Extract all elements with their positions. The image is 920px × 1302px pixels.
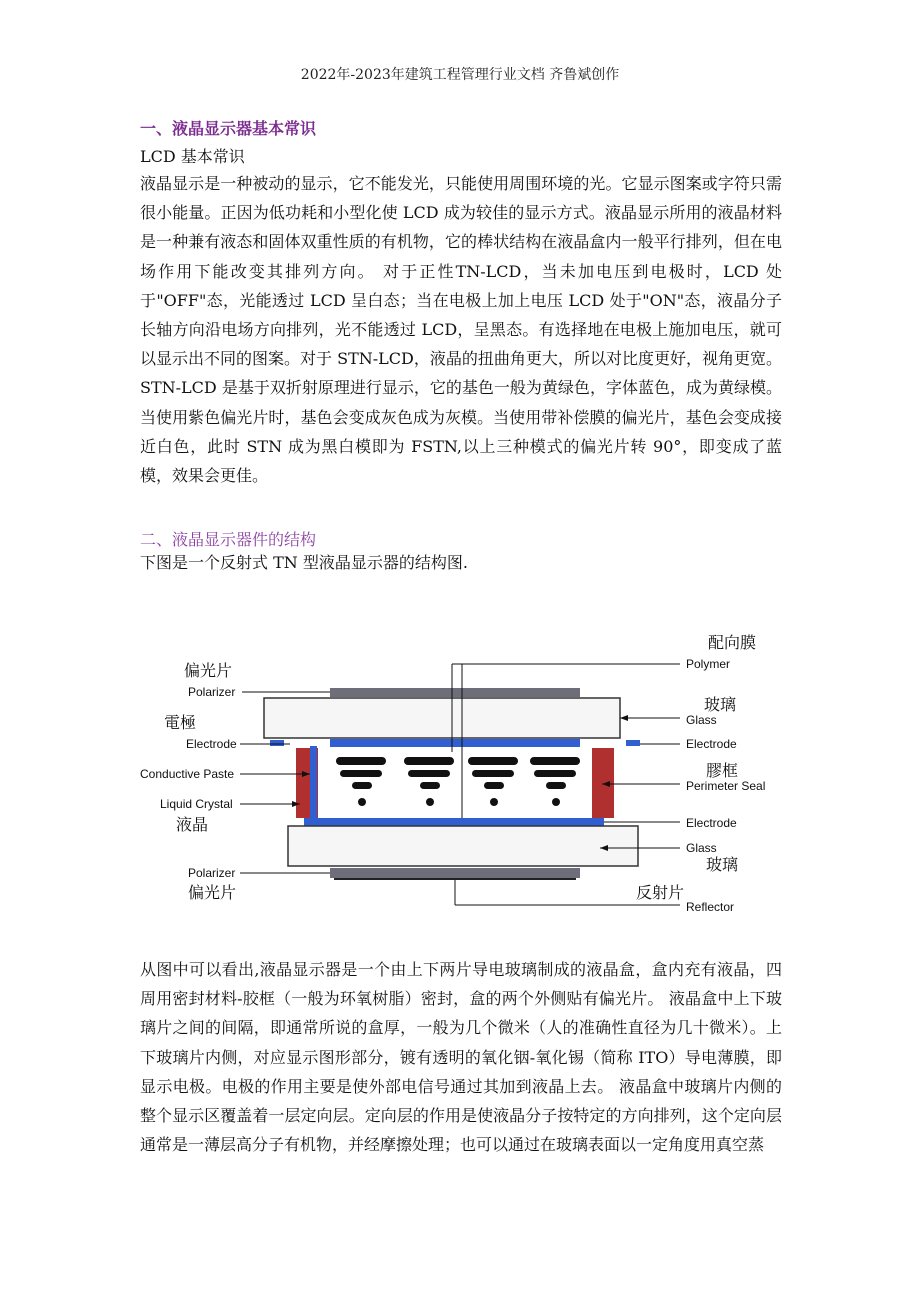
label-seal-cn: 膠框 bbox=[706, 763, 739, 780]
section2-paragraph: 从图中可以看出,液晶显示器是一个由上下两片导电玻璃制成的液晶盒，盒内充有液晶，四周用密封材料-胶框（一般为环氧树脂）密封，盒的两个外侧贴有偏光片。 液晶盒中上下玻璃片之间的间隔，即通常所说的盒厚，一般为几个微米（人的准确性直径为几十微米）。上下玻璃片内侧，对应显示图形部分，镀有透明的氧化铟-氧化锡（简称 ITO）导电薄膜，即显示电极。电极的作用主要是使外部电信号通过其加到液晶上去。 液晶盒中玻璃片内侧的整个显示区覆盖着一层定向层。定向层的作用是使液晶分子按特定的方向排列，这个定向层通常是一薄层高分子有机物，并经摩擦处理；也可以通过在玻璃表面以一定角度用真空蒸 bbox=[140, 960, 782, 1155]
section1-subtitle: LCD 基本常识 bbox=[140, 147, 245, 166]
label-polarizer-top-cn: 偏光片 bbox=[184, 663, 233, 680]
label-polarizer-bottom-cn: 偏光片 bbox=[188, 885, 237, 902]
top-polarizer bbox=[330, 688, 580, 697]
conductive-paste bbox=[310, 746, 317, 820]
bottom-glass bbox=[288, 826, 638, 866]
page-header: 2022年-2023年建筑工程管理行业文档 齐鲁斌创作 bbox=[300, 67, 620, 83]
bottom-electrode bbox=[304, 818, 604, 826]
label-liquid-crystal-cn: 液晶 bbox=[176, 817, 209, 834]
right-seal bbox=[592, 748, 614, 818]
label-reflector: Reflector bbox=[686, 900, 735, 914]
label-glass-bottom-cn: 玻璃 bbox=[706, 857, 739, 874]
label-polymer: Polymer bbox=[686, 657, 731, 671]
label-conductive-paste: Conductive Paste bbox=[140, 767, 235, 781]
label-electrode-right-top: Electrode bbox=[686, 737, 737, 751]
label-reflector-cn: 反射片 bbox=[636, 885, 685, 902]
lcd-structure-diagram bbox=[140, 620, 780, 920]
label-polarizer-bottom: Polarizer bbox=[188, 866, 236, 880]
section1-title: 一、液晶显示器基本常识 bbox=[140, 119, 317, 138]
label-polarizer-top: Polarizer bbox=[188, 685, 236, 699]
top-glass bbox=[264, 698, 620, 738]
top-electrode bbox=[330, 739, 580, 747]
label-electrode-left-cn: 電極 bbox=[164, 715, 197, 732]
section1-paragraph: 液晶显示是一种被动的显示，它不能发光，只能使用周围环境的光。它显示图案或字符只需很小能量。正因为低功耗和小型化使 LCD 成为较佳的显示方式。液晶显示所用的液晶材料是一种兼有液态和固体双重性质的有机物，它的棒状结构在液晶盒内一般平行排列，但在电场作用下能改变其排列方向。 对于正性TN-LCD，当未加电压到电极时，LCD 处于"OFF"态，光能透过 LCD 呈白态；当在电极上加上电压 LCD 处于"ON"态，液晶分子长轴方向沿电场方向排列，光不能透过 LCD，呈黑态。有选择地在电极上施加电压，就可以显示出不同的图案。对于 STN-LCD，液晶的扭曲角更大，所以对比度更好，视角更宽。STN-LCD 是基于双折射原理进行显示，它的基色一般为黄绿色，字体蓝色，成为黄绿模。当使用紫色偏光片时，基色会变成灰色成为灰模。当使用带补偿膜的偏光片，基色会变成接近白色，此时 STN 成为黑白模即为 FSTN,以上三种模式的偏光片转 90°，即变成了蓝模，效果会更佳。 bbox=[140, 174, 782, 486]
label-liquid-crystal: Liquid Crystal bbox=[160, 797, 233, 811]
bottom-polarizer bbox=[330, 868, 580, 878]
label-glass-top-cn: 玻璃 bbox=[704, 697, 737, 714]
label-electrode-right-bottom: Electrode bbox=[686, 816, 737, 830]
liquid-crystal-molecules bbox=[336, 757, 580, 806]
label-glass-top: Glass bbox=[686, 713, 717, 727]
section2-title: 二、液晶显示器件的结构 bbox=[140, 530, 317, 549]
label-electrode-left: Electrode bbox=[186, 737, 237, 751]
label-perimeter-seal: Perimeter Seal bbox=[686, 779, 766, 793]
label-glass-bottom: Glass bbox=[686, 841, 717, 855]
label-alignment-cn: 配向膜 bbox=[708, 635, 757, 652]
section2-intro: 下图是一个反射式 TN 型液晶显示器的结构图. bbox=[140, 553, 468, 572]
